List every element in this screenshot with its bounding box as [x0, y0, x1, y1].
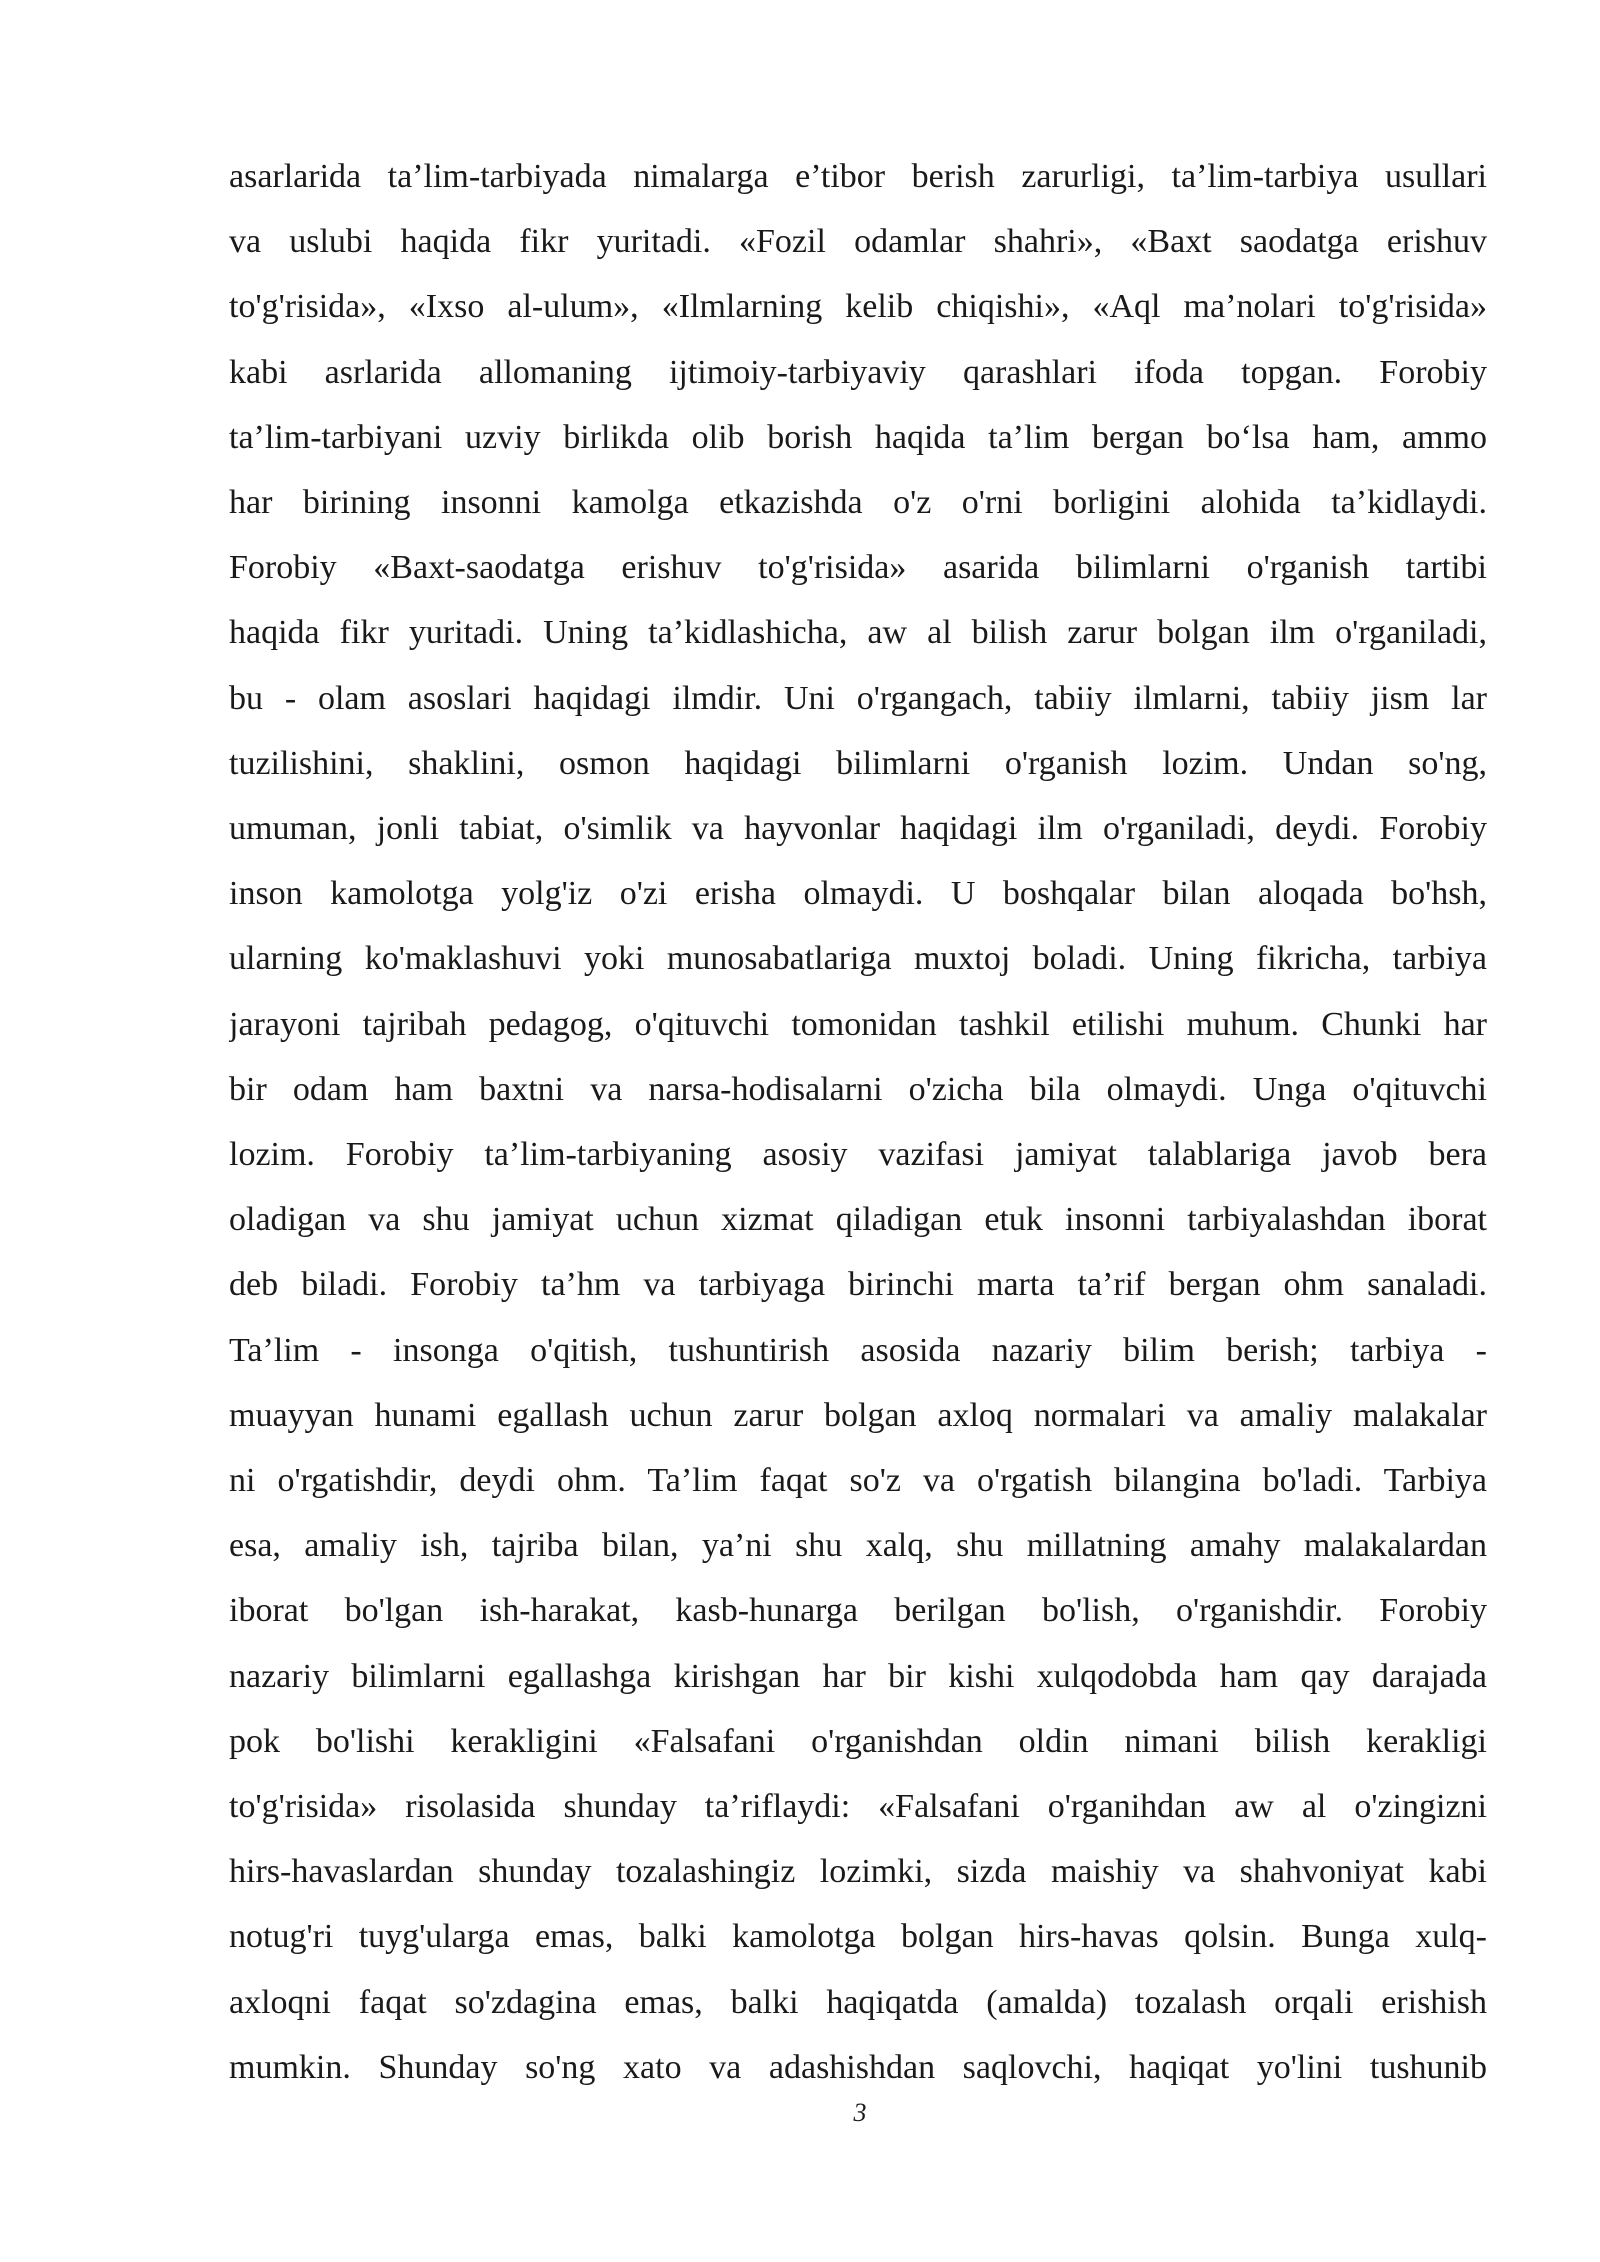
text-line: ni o'rgatishdir, deydi ohm. Ta’lim faqat so'z va o'rgatish bilangina bo'ladi. Tarbiya: [229, 1462, 1487, 1500]
text-line: Ta’lim - insonga o'qitish, tushuntirish asosida nazariy bilim berish; tarbiya -: [229, 1331, 1487, 1369]
text-line: lozim. Forobiy ta’lim-tarbiyaning asosiy vazifasi jamiyat talablariga javob bera: [229, 1136, 1487, 1174]
text-line: esa, amaliy ish, tajriba bilan, ya’ni shu xalq, shu millatning amahy malakalardan: [229, 1527, 1487, 1565]
text-line: har birining insonni kamolga etkazishda o'z o'rni borligini alohida ta’kidlaydi.: [229, 484, 1487, 522]
body-text: [229, 144, 1487, 2100]
text-line: muayyan hunami egallash uchun zarur bolgan axloq normalari va amaliy malakalar: [229, 1396, 1487, 1434]
text-line: pok bo'lishi kerakligini «Falsafani o'rganishdan oldin nimani bilish kerakligi: [229, 1722, 1487, 1760]
text-line: haqida fikr yuritadi. Uning ta’kidlashicha, aw al bilish zarur bolgan ilm o'rganiladi,: [229, 614, 1487, 652]
text-line: asarlarida ta’lim-tarbiyada nimalarga e’tibor berish zarurligi, ta’lim-tarbiya usullari: [229, 158, 1487, 195]
text-line: umuman, jonli tabiat, o'simlik va hayvonlar haqidagi ilm o'rganiladi, deydi. Forobiy: [229, 810, 1487, 848]
text-line: axloqni faqat so'zdagina emas, balki haqiqatda (amalda) tozalash orqali erishish: [229, 1983, 1487, 2021]
page-number: 3: [853, 2098, 867, 2127]
text-line: notug'ri tuyg'ularga emas, balki kamolotga bolgan hirs-havas qolsin. Bunga xulq-: [229, 1918, 1487, 1956]
text-line: ularning ko'maklashuvi yoki munosabatlariga muxtoj boladi. Uning fikricha, tarbiya: [229, 940, 1487, 978]
text-line: nazariy bilimlarni egallashga kirishgan har bir kishi xulqodobda ham qay darajada: [229, 1657, 1487, 1695]
text-line: bir odam ham baxtni va narsa-hodisalarni o'zicha bila olmaydi. Unga o'qituvchi: [229, 1070, 1487, 1108]
text-line: oladigan va shu jamiyat uchun xizmat qiladigan etuk insonni tarbiyalashdan iborat: [229, 1201, 1487, 1239]
text-line: mumkin. Shunday so'ng xato va adashishdan saqlovchi, haqiqat yo'lini tushunib: [229, 2048, 1487, 2086]
text-line: to'g'risida» risolasida shunday ta’riflaydi: «Falsafani o'rganihdan aw al o'zingizni: [229, 1788, 1487, 1826]
text-line: va uslubi haqida fikr yuritadi. «Fozil odamlar shahri», «Baxt saodatga erishuv: [229, 223, 1487, 261]
text-line: kabi asrlarida allomaning ijtimoiy-tarbiyaviy qarashlari ifoda topgan. Forobiy: [229, 353, 1487, 391]
text-line: tuzilishini, shaklini, osmon haqidagi bilimlarni o'rganish lozim. Undan so'ng,: [229, 744, 1487, 782]
text-line: inson kamolotga yolg'iz o'zi erisha olmaydi. U boshqalar bilan aloqada bo'hsh,: [229, 875, 1487, 913]
text-line: ta’lim-tarbiyani uzviy birlikda olib borish haqida ta’lim bergan bo‘lsa ham, ammo: [229, 418, 1487, 456]
text-line: hirs-havaslardan shunday tozalashingiz lozimki, sizda maishiy va shahvoniyat kabi: [229, 1853, 1487, 1891]
text-line: jarayoni tajribah pedagog, o'qituvchi tomonidan tashkil etilishi muhum. Chunki har: [229, 1005, 1487, 1043]
text-line: Forobiy «Baxt-saodatga erishuv to'g'risida» asarida bilimlarni o'rganish tartibi: [229, 549, 1487, 587]
text-line: iborat bo'lgan ish-harakat, kasb-hunarga berilgan bo'lish, o'rganishdir. Forobiy: [229, 1592, 1487, 1630]
text-line: bu - olam asoslari haqidagi ilmdir. Uni o'rgangach, tabiiy ilmlarni, tabiiy jism lar: [229, 679, 1487, 717]
text-line: deb biladi. Forobiy ta’hm va tarbiyaga birinchi marta ta’rif bergan ohm sanaladi.: [229, 1266, 1487, 1304]
text-line: to'g'risida», «Ixso al-ulum», «Ilmlarning kelib chiqishi», «Aql ma’nolari to'g'risida»: [229, 288, 1487, 326]
